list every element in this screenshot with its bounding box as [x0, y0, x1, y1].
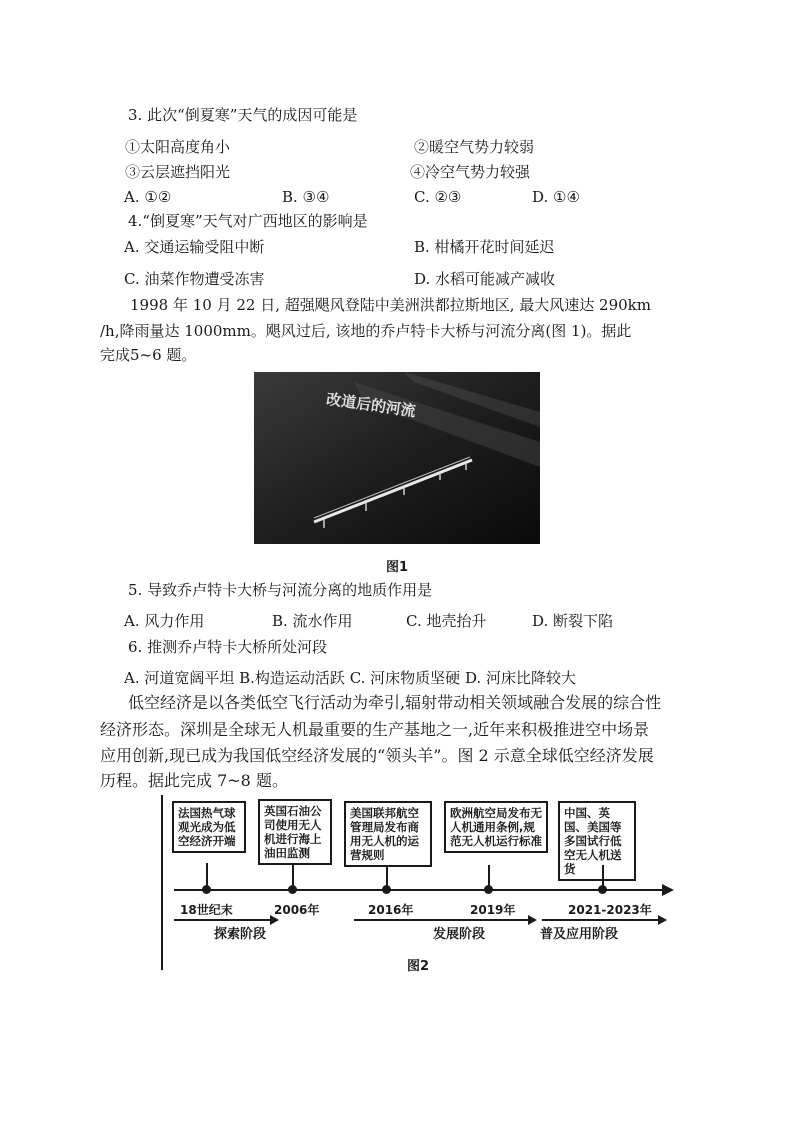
q3-option-2: ②暖空气势力较弱	[414, 138, 535, 156]
q4-option-d: D. 水稻可能减产减收	[414, 270, 556, 288]
q3-choice-a: A. ①②	[124, 188, 172, 206]
q4-option-c: C. 油菜作物遭受冻害	[124, 270, 265, 288]
q5-option-b: B. 流水作用	[272, 612, 353, 630]
q3-choice-c: C. ②③	[414, 188, 462, 206]
event-dot-3	[382, 885, 391, 894]
event-box-4: 欧洲航空局发布无人机通用条例,规范无人机运行标准	[444, 801, 548, 853]
q4-option-b: B. 柑橘开花时间延迟	[414, 238, 555, 256]
q3-option-1: ①太阳高度角小	[125, 138, 231, 156]
event-box-2: 英国石油公司使用无人机进行海上油田监测	[258, 799, 332, 865]
stage-line-1	[174, 919, 274, 921]
timeline-arrowhead	[662, 884, 674, 896]
q4-option-a: A. 交通运输受阻中断	[124, 238, 265, 256]
event-year-3: 2016年	[368, 903, 414, 917]
figure2-label: 图2	[407, 959, 430, 974]
q3-choice-b: B. ③④	[282, 188, 330, 206]
figure1-photo-caption: 改道后的河流	[325, 389, 417, 421]
q4-stem: 4.“倒夏寒”天气对广西地区的影响是	[128, 212, 368, 230]
q5-option-d: D. 断裂下陷	[532, 612, 614, 630]
passage1-line3: 完成5~6 题。	[100, 346, 197, 364]
figure1-photo	[254, 372, 540, 544]
passage2-line3: 应用创新,现已成为我国低空经济发展的“领头羊”。图 2 示意全球低空经济发展	[100, 746, 654, 765]
stage-label-2: 发展阶段	[433, 927, 486, 942]
passage1-line2: /h,降雨量达 1000mm。飓风过后, 该地的乔卢特卡大桥与河流分离(图 1)。据此	[100, 322, 632, 340]
event-year-4: 2019年	[470, 903, 516, 917]
timeline-axis	[174, 889, 668, 891]
event-dot-4	[484, 885, 493, 894]
q3-stem: 3. 此次“倒夏寒”天气的成因可能是	[128, 106, 358, 124]
event-dot-5	[598, 885, 607, 894]
event-dot-2	[288, 885, 297, 894]
q3-option-4: ④冷空气势力较强	[410, 163, 531, 181]
event-year-2: 2006年	[274, 903, 320, 917]
passage2-line2: 经济形态。深圳是全球无人机最重要的生产基地之一,近年来积极推进空中场景	[100, 720, 650, 739]
stage-arrow-2	[528, 915, 537, 925]
event-dot-1	[202, 885, 211, 894]
passage1-line1: 1998 年 10 月 22 日, 超强飓风登陆中美洲洪都拉斯地区, 最大风速达 290km	[130, 296, 651, 314]
passage2-line4: 历程。据此完成 7~8 题。	[100, 771, 288, 790]
q3-option-3: ③云层遮挡阳光	[125, 163, 231, 181]
stage-label-3: 普及应用阶段	[540, 927, 619, 942]
event-box-3: 美国联邦航空管理局发布商用无人机的运营规则	[344, 801, 432, 867]
passage2-line1: 低空经济是以各类低空飞行活动为牵引,辐射带动相关领域融合发展的综合性	[128, 693, 662, 712]
stage-line-3	[542, 919, 660, 921]
stage-label-1: 探索阶段	[214, 927, 267, 942]
figure1-label: 图1	[386, 560, 409, 575]
q3-choice-d: D. ①④	[532, 188, 580, 206]
q5-option-a: A. 风力作用	[124, 612, 205, 630]
stage-arrow-3	[658, 915, 667, 925]
figure2-timeline	[158, 795, 678, 975]
q5-option-c: C. 地壳抬升	[406, 612, 487, 630]
q6-stem: 6. 推测乔卢特卡大桥所处河段	[128, 638, 328, 656]
event-year-1: 18世纪末	[180, 903, 233, 917]
event-box-1: 法国热气球观光成为低空经济开端	[172, 801, 246, 853]
event-box-5: 中国、英国、美国等多国试行低空无人机送货	[558, 801, 636, 881]
q6-options: A. 河道宽阔平坦 B.构造运动活跃 C. 河床物质坚硬 D. 河床比降较大	[124, 669, 576, 687]
event-year-5: 2021-2023年	[568, 903, 652, 917]
q5-stem: 5. 导致乔卢特卡大桥与河流分离的地质作用是	[128, 581, 433, 599]
stage-arrow-1	[270, 915, 279, 925]
left-edge-line	[161, 795, 163, 970]
stage-line-2	[354, 919, 530, 921]
